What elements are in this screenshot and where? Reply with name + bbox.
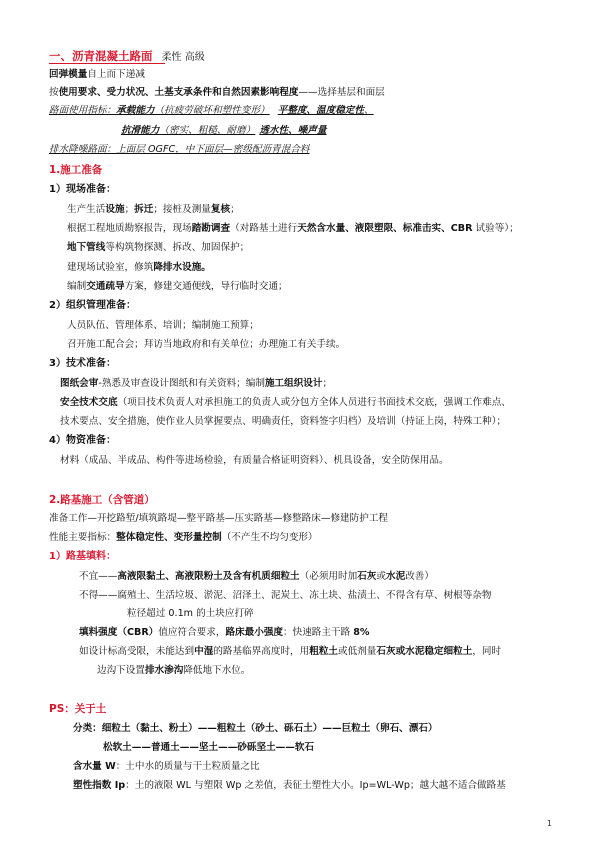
text-run: 生产生活 [67, 204, 106, 215]
plasticity-index [73, 779, 506, 793]
tech-prep-item-2 [60, 396, 511, 410]
text-run: 按 [49, 87, 59, 98]
bold-run: 填料强度（CBR） [79, 627, 159, 638]
text-run: ，同时 [472, 646, 502, 657]
text-run: 或低剂量 [338, 646, 377, 657]
fill-prohibited: 不得——腐殖土、生活垃圾、淤泥、沼泽土、泥炭土、冻土块、盐渍土、不得含有草、树根等杂物 [79, 590, 492, 601]
layer-selection-line [49, 86, 385, 100]
text-run: （抗疲劳破坏和塑性变形） [154, 105, 270, 116]
site-prep-item-1 [67, 203, 240, 217]
site-prep-item-4 [67, 261, 211, 275]
text-run: （项目技术负责人对承担施工的负责人或分包方全体人员进行书面技术交底，强调工作难点、 [117, 397, 511, 408]
site-prep-item-3 [67, 241, 249, 255]
text-run: 方案，修建交通便线，导行临时交通； [124, 281, 288, 292]
bold-run: 拆迁 [134, 204, 154, 215]
bold-run: 塑性指数 Ip [73, 780, 126, 791]
text-run: 性能主要指标： [49, 532, 117, 543]
bold-run: 复核 [210, 204, 231, 215]
bold-run: 8% [353, 627, 370, 638]
soil-classification [73, 722, 438, 736]
modulus-term: 回弹模量 [49, 69, 88, 80]
asphalt-title: 一、沥青混凝土路面 [49, 49, 153, 63]
bold-run: 粗粒土 [309, 646, 339, 657]
fill-design-limit-2 [97, 664, 251, 678]
asphalt-title-tail: 柔性 高级 [161, 52, 205, 63]
bold-run: 路床最小强度 [225, 627, 284, 638]
site-prep-item-5 [67, 280, 288, 294]
usage-index-line-2 [121, 124, 326, 138]
org-prep-item-2: 召开施工配合会；拜访当地政府和有关单位；办理施工有关手续。 [67, 339, 346, 350]
text-run: 、 [364, 105, 374, 116]
text-run: 试验等）； [472, 223, 519, 234]
subgrade-heading: 2.路基施工（含管道） [49, 494, 155, 506]
text-run: 值应符合要求， [158, 627, 226, 638]
water-content [73, 760, 260, 774]
bold-run: 图纸会审 [60, 378, 99, 389]
fill-strength [79, 626, 370, 640]
bold-run: 承载能力 [116, 105, 155, 116]
bold-run: 踏勘调查 [191, 223, 231, 234]
text-run: 编制 [67, 281, 87, 292]
material-prep-heading: 4）物资准备： [49, 435, 116, 446]
bold-run: 排水渗沟 [144, 665, 184, 676]
site-prep-item-2 [67, 222, 519, 236]
text-run: ：土中水的质量与干土粒质量之比 [115, 761, 260, 772]
site-prep-heading: 1）现场准备： [49, 184, 116, 195]
text-run: ； [230, 204, 240, 215]
text-run: （必须用时加 [299, 571, 358, 582]
page-number: 1 [546, 819, 552, 828]
text-run: 等构筑物探测、拆改、加固保护； [105, 242, 250, 253]
text-run: 降低地下水位。 [183, 665, 251, 676]
bold-run: 设施 [105, 204, 125, 215]
text-run: ；接桩及测量 [153, 204, 211, 215]
bold-run: 施工组织设计 [264, 378, 323, 389]
text-run: 的路基临界高度时，用 [213, 646, 310, 657]
bold-run: 细粒土（黏土、粉土）——粗粒土（砂土、砾石土）——巨粒土（卵石、漂石） [101, 723, 438, 734]
fill-not-recommended [79, 570, 434, 584]
fill-prohibited-2: 粒径超过 0.1m 的土块应打碎 [127, 608, 254, 619]
material-prep-item-1: 材料（成品、半成品、构件等进场检验，有质量合格证明资料）、机具设备，安全防保用品。 [60, 455, 449, 466]
tech-prep-item-1 [60, 377, 332, 391]
text-run: -熟悉及审查设计图纸和有关资料；编制 [98, 378, 265, 389]
bold-run: 整体稳定性、变形量控制 [116, 532, 222, 543]
bold-run: 安全技术交底 [60, 397, 118, 408]
soil-classification-2: 松软土——普通土——坚土——砂砾坚土——软石 [103, 742, 315, 753]
text-run: 建现场试验室，修筑 [67, 262, 154, 273]
text-run: （不产生不均匀变形） [221, 532, 318, 543]
text-run: 不宜—— [79, 571, 118, 582]
text-run: 路面使用指标： [49, 105, 117, 116]
fill-material-heading: 1）路基填料： [49, 551, 116, 562]
bold-run: 透水性、噪声量 [259, 125, 327, 136]
bold-run: 分类： [73, 723, 102, 734]
text-run: ； [322, 378, 333, 389]
text-run: ——选择基层和面层 [298, 87, 385, 98]
text-run: ； [124, 204, 135, 215]
bold-run: 高液限黏土、高液限粉土及含有机质细粒土 [117, 571, 300, 582]
tech-prep-item-3: 技术要点、安全措施，使作业人员掌握要点、明确责任，资料签字归档）及培训（持证上岗，特殊工种）； [60, 416, 507, 427]
tech-prep-heading: 3）技术准备： [49, 358, 116, 369]
bold-run: 石灰 [357, 571, 377, 582]
subgrade-process: 准备工作—开挖路堑/填筑路堤—整平路基—压实路基—修整路床—修建防护工程 [49, 513, 389, 524]
org-prep-item-1: 人员队伍、管理体系、培训；编制施工预算； [67, 320, 259, 331]
bold-run: 中湿 [194, 646, 214, 657]
bold-run: 含水量 W [73, 761, 116, 772]
text-run: 边沟下设置 [97, 665, 145, 676]
bold-run: 降排水设施。 [153, 262, 211, 273]
text-run: 或 [376, 571, 386, 582]
usage-index-line [49, 104, 374, 118]
text-run: （对路基土进行 [230, 223, 298, 234]
bold-run: 交通疏导 [86, 281, 125, 292]
text-run: 如设计标高受限，未能达到 [79, 646, 195, 657]
bold-run: 天然含水量、液限塑限、标准击实、CBR [297, 223, 473, 234]
org-prep-heading: 2）组织管理准备： [49, 300, 136, 311]
fill-design-limit [79, 645, 501, 659]
bold-run: 平整度、温度稳定性 [277, 105, 364, 116]
text-run: 根据工程地质勘察报告，现场 [67, 223, 192, 234]
text-run: ：快速路主干路 [283, 627, 354, 638]
prep-heading: 1.施工准备 [49, 164, 103, 176]
bold-run: 石灰或水泥稳定细粒土 [376, 646, 473, 657]
bold-run: 抗滑能力 [121, 125, 160, 136]
bold-run: 地下管线 [67, 242, 106, 253]
text-run: （密实、粗糙、耐磨） [159, 125, 256, 136]
modulus-text: 自上而下递减 [87, 69, 145, 80]
text-run: ：土的液限 WL 与塑限 Wp 之差值，表征土塑性大小。Ip=WL-Wp；越大越不适合做路基 [125, 780, 506, 791]
modulus-line [49, 68, 145, 82]
drainage-line: 排水降噪路面：上面层 OGFC，中下面层—密级配沥青混合料 [49, 144, 310, 155]
text-run: 改善） [405, 571, 434, 582]
bold-run: 使用要求、受力状况、土基支承条件和自然因素影响程度 [58, 87, 299, 98]
bold-run: 水泥 [386, 571, 406, 582]
title-underline [49, 63, 165, 64]
soil-heading: PS：关于土 [49, 703, 107, 715]
subgrade-index [49, 531, 318, 545]
